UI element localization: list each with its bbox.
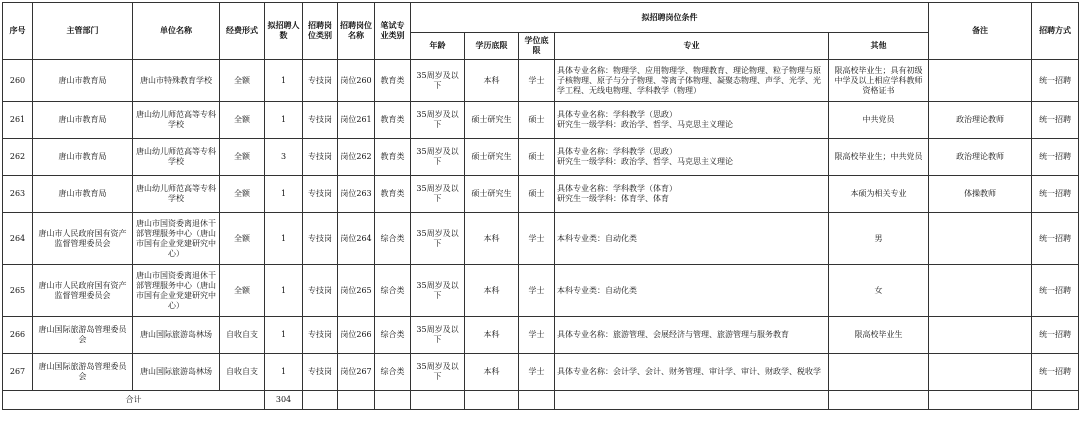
empty-cell (519, 391, 555, 410)
cell-exam: 综合类 (375, 354, 411, 391)
cell-age: 35周岁及以下 (411, 213, 465, 265)
cell-edu: 本科 (465, 354, 519, 391)
header-dept: 主管部门 (33, 3, 133, 60)
cell-degree: 硕士 (519, 102, 555, 139)
cell-unit: 唐山国际旅游岛林场 (133, 354, 220, 391)
cell-edu: 本科 (465, 213, 519, 265)
cell-category: 专技岗 (303, 60, 338, 102)
table-row (3, 176, 1079, 213)
cell-major: 本科专业类：自动化类 (555, 265, 829, 317)
table-row (3, 60, 1079, 102)
header-edu: 学历底限 (465, 33, 519, 60)
header-exam: 笔试专业类别 (375, 3, 411, 60)
cell-exam: 教育类 (375, 60, 411, 102)
cell-count: 1 (265, 213, 303, 265)
cell-age: 35周岁及以下 (411, 60, 465, 102)
cell-edu: 硕士研究生 (465, 176, 519, 213)
cell-method: 统一招聘 (1032, 213, 1079, 265)
cell-major: 具体专业名称：会计学、会计、财务管理、审计学、审计、财政学、税收学 (555, 354, 829, 391)
cell-fund: 自收自支 (220, 317, 265, 354)
recruitment-table (2, 2, 1079, 410)
cell-category: 专技岗 (303, 102, 338, 139)
empty-cell (303, 391, 338, 410)
table-row (3, 265, 1079, 317)
cell-remark (929, 265, 1032, 317)
header-post: 招聘岗位名称 (338, 3, 375, 60)
empty-cell (411, 391, 465, 410)
empty-cell (375, 391, 411, 410)
cell-other: 男 (829, 213, 929, 265)
cell-category: 专技岗 (303, 213, 338, 265)
cell-dept: 唐山市人民政府国有资产监督管理委员会 (33, 213, 133, 265)
cell-remark: 政治理论教师 (929, 139, 1032, 176)
cell-method: 统一招聘 (1032, 317, 1079, 354)
cell-major: 具体专业名称：旅游管理、会展经济与管理、旅游管理与服务教育 (555, 317, 829, 354)
cell-method: 统一招聘 (1032, 354, 1079, 391)
cell-method: 统一招聘 (1032, 139, 1079, 176)
cell-age: 35周岁及以下 (411, 176, 465, 213)
cell-seq: 261 (3, 102, 33, 139)
cell-seq: 260 (3, 60, 33, 102)
cell-seq: 263 (3, 176, 33, 213)
cell-age: 35周岁及以下 (411, 139, 465, 176)
header-seq: 序号 (3, 3, 33, 60)
header-remark: 备注 (929, 3, 1032, 60)
cell-major: 具体专业名称：物理学、应用物理学、物理教育、理论物理、粒子物理与原子核物理、原子与分子物理、等离子体物理、凝聚态物理、声学、光学、光学工程、无线电物理、学科教学（物理） (555, 60, 829, 102)
cell-dept: 唐山国际旅游岛管理委员会 (33, 354, 133, 391)
table-row (3, 102, 1079, 139)
cell-edu: 硕士研究生 (465, 139, 519, 176)
cell-degree: 学士 (519, 317, 555, 354)
total-count: 304 (265, 391, 303, 410)
cell-exam: 综合类 (375, 317, 411, 354)
header-category: 招聘岗位类别 (303, 3, 338, 60)
cell-count: 1 (265, 317, 303, 354)
cell-unit: 唐山市特殊教育学校 (133, 60, 220, 102)
cell-degree: 硕士 (519, 139, 555, 176)
cell-age: 35周岁及以下 (411, 317, 465, 354)
table-row (3, 139, 1079, 176)
cell-seq: 264 (3, 213, 33, 265)
table-row (3, 213, 1079, 265)
header-row-1 (3, 3, 1079, 33)
table-row (3, 317, 1079, 354)
cell-count: 3 (265, 139, 303, 176)
total-row (3, 391, 1079, 410)
cell-category: 专技岗 (303, 265, 338, 317)
cell-seq: 267 (3, 354, 33, 391)
cell-edu: 本科 (465, 317, 519, 354)
cell-edu: 硕士研究生 (465, 102, 519, 139)
cell-post: 岗位261 (338, 102, 375, 139)
cell-post: 岗位263 (338, 176, 375, 213)
empty-cell (1032, 391, 1079, 410)
cell-fund: 全额 (220, 102, 265, 139)
cell-category: 专技岗 (303, 176, 338, 213)
cell-unit: 唐山幼儿师范高等专科学校 (133, 139, 220, 176)
cell-remark: 体操教师 (929, 176, 1032, 213)
cell-dept: 唐山市教育局 (33, 176, 133, 213)
cell-major: 具体专业名称：学科教学（思政） 研究生一级学科：政治学、哲学、马克思主义理论 (555, 102, 829, 139)
cell-degree: 硕士 (519, 176, 555, 213)
empty-cell (555, 391, 829, 410)
header-major: 专业 (555, 33, 829, 60)
cell-count: 1 (265, 354, 303, 391)
cell-post: 岗位266 (338, 317, 375, 354)
cell-major: 本科专业类：自动化类 (555, 213, 829, 265)
header-age: 年龄 (411, 33, 465, 60)
cell-post: 岗位260 (338, 60, 375, 102)
cell-fund: 全额 (220, 60, 265, 102)
empty-cell (929, 391, 1032, 410)
header-unit: 单位名称 (133, 3, 220, 60)
empty-cell (465, 391, 519, 410)
cell-other: 女 (829, 265, 929, 317)
cell-unit: 唐山市国资委离退休干部管理服务中心（唐山市国有企业党建研究中心） (133, 265, 220, 317)
cell-count: 1 (265, 102, 303, 139)
cell-unit: 唐山市国资委离退休干部管理服务中心（唐山市国有企业党建研究中心） (133, 213, 220, 265)
cell-exam: 教育类 (375, 139, 411, 176)
cell-degree: 学士 (519, 60, 555, 102)
cell-count: 1 (265, 176, 303, 213)
cell-major: 具体专业名称：学科教学（思政） 研究生一级学科：政治学、哲学、马克思主义理论 (555, 139, 829, 176)
cell-post: 岗位262 (338, 139, 375, 176)
cell-fund: 全额 (220, 176, 265, 213)
cell-edu: 本科 (465, 265, 519, 317)
cell-age: 35周岁及以下 (411, 354, 465, 391)
cell-method: 统一招聘 (1032, 102, 1079, 139)
cell-degree: 学士 (519, 354, 555, 391)
cell-method: 统一招聘 (1032, 176, 1079, 213)
cell-degree: 学士 (519, 265, 555, 317)
cell-fund: 自收自支 (220, 354, 265, 391)
cell-other: 中共党员 (829, 102, 929, 139)
cell-category: 专技岗 (303, 139, 338, 176)
cell-age: 35周岁及以下 (411, 265, 465, 317)
cell-unit: 唐山幼儿师范高等专科学校 (133, 176, 220, 213)
cell-other (829, 354, 929, 391)
total-label: 合计 (3, 391, 265, 410)
cell-method: 统一招聘 (1032, 265, 1079, 317)
header-degree: 学位底限 (519, 33, 555, 60)
cell-fund: 全额 (220, 213, 265, 265)
cell-remark (929, 213, 1032, 265)
cell-remark (929, 354, 1032, 391)
cell-count: 1 (265, 265, 303, 317)
cell-dept: 唐山市教育局 (33, 102, 133, 139)
header-conditions: 拟招聘岗位条件 (411, 3, 929, 33)
table-row (3, 354, 1079, 391)
header-fund: 经费形式 (220, 3, 265, 60)
header-other: 其他 (829, 33, 929, 60)
cell-category: 专技岗 (303, 354, 338, 391)
cell-other: 限高校毕业生；中共党员 (829, 139, 929, 176)
cell-edu: 本科 (465, 60, 519, 102)
cell-remark: 政治理论教师 (929, 102, 1032, 139)
cell-exam: 综合类 (375, 213, 411, 265)
cell-post: 岗位267 (338, 354, 375, 391)
cell-major: 具体专业名称：学科教学（体育） 研究生一级学科：体育学、体育 (555, 176, 829, 213)
cell-exam: 综合类 (375, 265, 411, 317)
cell-remark (929, 317, 1032, 354)
cell-post: 岗位265 (338, 265, 375, 317)
cell-count: 1 (265, 60, 303, 102)
cell-dept: 唐山国际旅游岛管理委员会 (33, 317, 133, 354)
cell-dept: 唐山市人民政府国有资产监督管理委员会 (33, 265, 133, 317)
cell-unit: 唐山幼儿师范高等专科学校 (133, 102, 220, 139)
cell-method: 统一招聘 (1032, 60, 1079, 102)
cell-category: 专技岗 (303, 317, 338, 354)
cell-seq: 266 (3, 317, 33, 354)
cell-exam: 教育类 (375, 102, 411, 139)
cell-other: 本硕为相关专业 (829, 176, 929, 213)
cell-other: 限高校毕业生 (829, 317, 929, 354)
cell-dept: 唐山市教育局 (33, 60, 133, 102)
cell-unit: 唐山国际旅游岛林场 (133, 317, 220, 354)
header-count: 拟招聘人数 (265, 3, 303, 60)
cell-remark (929, 60, 1032, 102)
cell-post: 岗位264 (338, 213, 375, 265)
empty-cell (829, 391, 929, 410)
cell-dept: 唐山市教育局 (33, 139, 133, 176)
cell-fund: 全额 (220, 265, 265, 317)
empty-cell (338, 391, 375, 410)
cell-degree: 学士 (519, 213, 555, 265)
cell-seq: 265 (3, 265, 33, 317)
cell-other: 限高校毕业生；具有初级中学及以上相应学科教师资格证书 (829, 60, 929, 102)
cell-exam: 教育类 (375, 176, 411, 213)
cell-age: 35周岁及以下 (411, 102, 465, 139)
header-method: 招聘方式 (1032, 3, 1079, 60)
cell-seq: 262 (3, 139, 33, 176)
cell-fund: 全额 (220, 139, 265, 176)
